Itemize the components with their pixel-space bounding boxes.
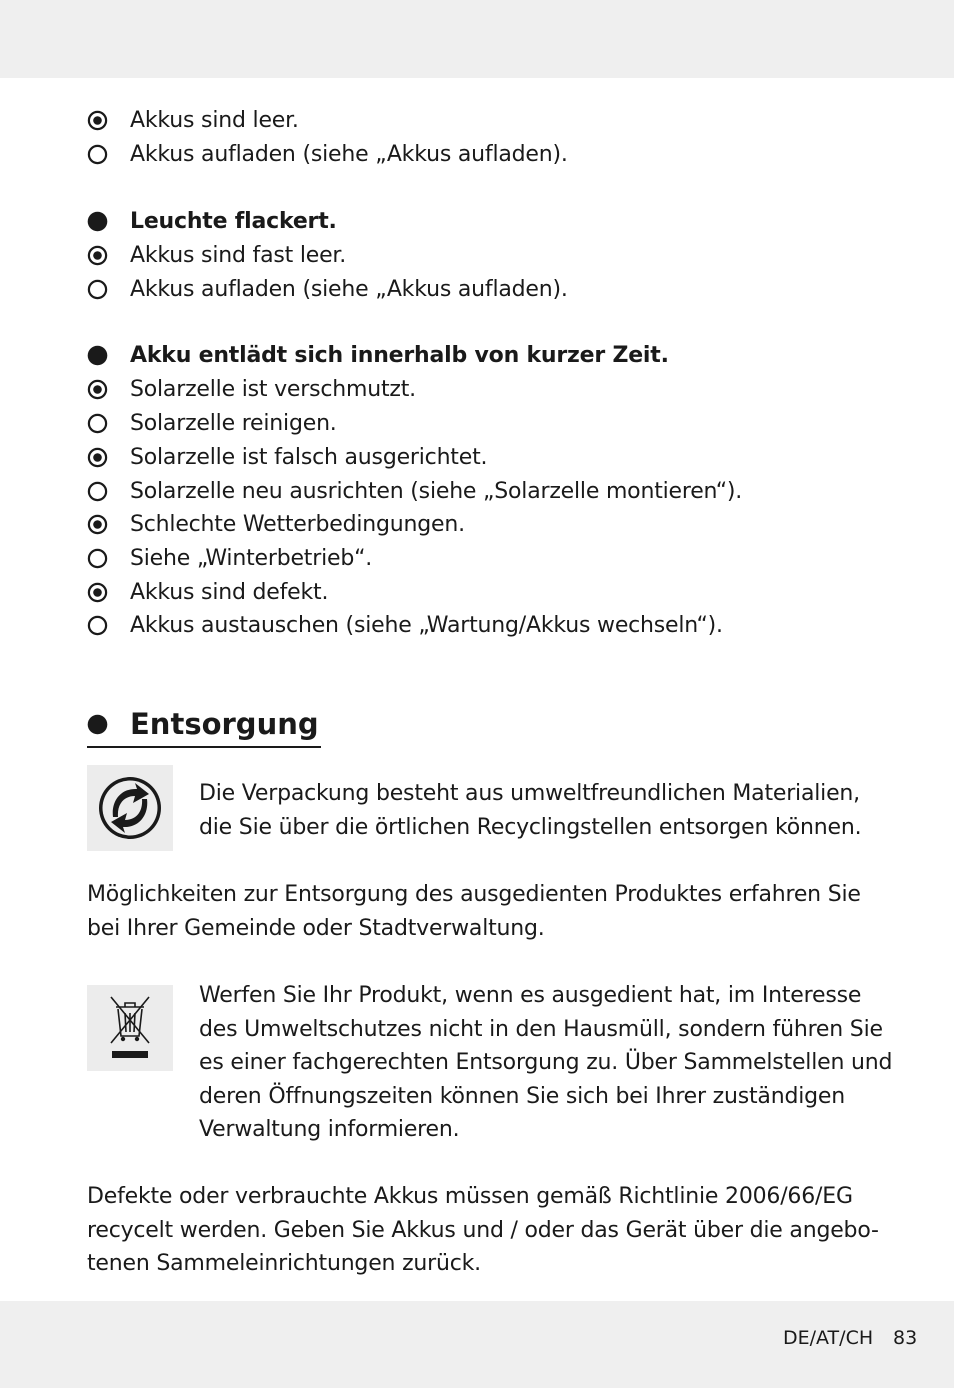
cause-text: Akkus sind fast leer.: [130, 242, 347, 268]
cause-text: Akkus sind leer.: [130, 107, 299, 133]
filled-bullet-icon: [87, 714, 130, 735]
text-line: Werfen Sie Ihr Produkt, wenn es ausgedient hat, im Interesse: [199, 983, 862, 1008]
remedy-text: Akkus aufladen (siehe „Akkus aufladen).: [130, 141, 568, 167]
text-line: die Sie über die örtlichen Recyclingstellen entsorgen können.: [199, 814, 862, 840]
remedy-text: Solarzelle neu ausrichten (siehe „Solarzelle montieren“).: [130, 478, 743, 504]
text-line: es einer fachgerechten Entsorgung zu. Über Sammelstellen und: [199, 1050, 893, 1076]
cause-item: [87, 575, 328, 609]
remedy-text: Solarzelle reinigen.: [130, 410, 337, 436]
cause-text: Solarzelle ist falsch ausgerichtet.: [130, 444, 488, 470]
text-line: Defekte oder verbrauchte Akkus müssen gemäß Richtlinie 2006/66/EG: [87, 1184, 853, 1209]
problem-item: [87, 338, 669, 372]
cause-item: [87, 440, 487, 474]
ring-bullet-icon: [87, 615, 130, 636]
ring-bullet-icon: [87, 481, 130, 502]
ring-bullet-icon: [87, 279, 130, 300]
target-bullet-icon: [87, 110, 130, 131]
ring-bullet-icon: [87, 413, 130, 434]
text-line: Möglichkeiten zur Entsorgung des ausgedienten Produktes erfahren Sie: [87, 882, 861, 907]
text-line: Verwaltung informieren.: [199, 1117, 460, 1143]
remedy-text: Akkus aufladen (siehe „Akkus aufladen).: [130, 276, 568, 302]
battery-paragraph: [87, 1180, 879, 1281]
target-bullet-icon: [87, 379, 130, 400]
cause-text: Schlechte Wetterbedingungen.: [130, 511, 465, 537]
text-line: Die Verpackung besteht aus umweltfreundlichen Materialien,: [199, 781, 860, 806]
text-line: bei Ihrer Gemeinde oder Stadtverwaltung.: [87, 915, 545, 941]
crossed-bin-icon: [87, 985, 173, 1071]
footer-region: DE/AT/CH: [783, 1327, 874, 1349]
remedy-item: [87, 541, 372, 575]
filled-bullet-icon: [87, 211, 130, 232]
remedy-item: [87, 608, 723, 642]
heading-text: Entsorgung: [130, 707, 319, 741]
cause-text: Solarzelle ist verschmutzt.: [130, 376, 416, 402]
target-bullet-icon: [87, 245, 130, 266]
section-heading: [87, 702, 321, 748]
target-bullet-icon: [87, 582, 130, 603]
recycling-icon: [87, 765, 173, 851]
ring-bullet-icon: [87, 548, 130, 569]
remedy-item: [87, 272, 568, 306]
cause-item: [87, 103, 299, 137]
remedy-text: Siehe „Winterbetrieb“.: [130, 545, 373, 571]
filled-bullet-icon: [87, 345, 130, 366]
problem-text: Leuchte flackert.: [130, 208, 337, 234]
remedy-item: [87, 406, 337, 440]
text-line: deren Öffnungszeiten können Sie sich bei Ihrer zuständigen: [199, 1083, 845, 1109]
cause-text: Akkus sind defekt.: [130, 579, 329, 605]
text-line: recycelt werden. Geben Sie Akkus und / oder das Gerät über die angebo-: [87, 1217, 879, 1243]
remedy-item: [87, 474, 742, 508]
remedy-text: Akkus austauschen (siehe „Wartung/Akkus wechseln“).: [130, 612, 723, 638]
target-bullet-icon: [87, 447, 130, 468]
text-line: tenen Sammeleinrichtungen zurück.: [87, 1251, 481, 1277]
options-paragraph: [87, 878, 861, 945]
remedy-item: [87, 137, 568, 171]
header-band: [0, 0, 954, 78]
cause-item: [87, 372, 416, 406]
target-bullet-icon: [87, 514, 130, 535]
packaging-paragraph: [199, 777, 861, 844]
cause-item: [87, 238, 346, 272]
text-line: des Umweltschutzes nicht in den Hausmüll, sondern führen Sie: [199, 1016, 883, 1042]
weee-paragraph: [199, 979, 892, 1147]
problem-text: Akku entlädt sich innerhalb von kurzer Zeit.: [130, 342, 669, 368]
page-number: 83: [893, 1327, 918, 1349]
problem-item: [87, 204, 337, 238]
ring-bullet-icon: [87, 144, 130, 165]
cause-item: [87, 507, 465, 541]
